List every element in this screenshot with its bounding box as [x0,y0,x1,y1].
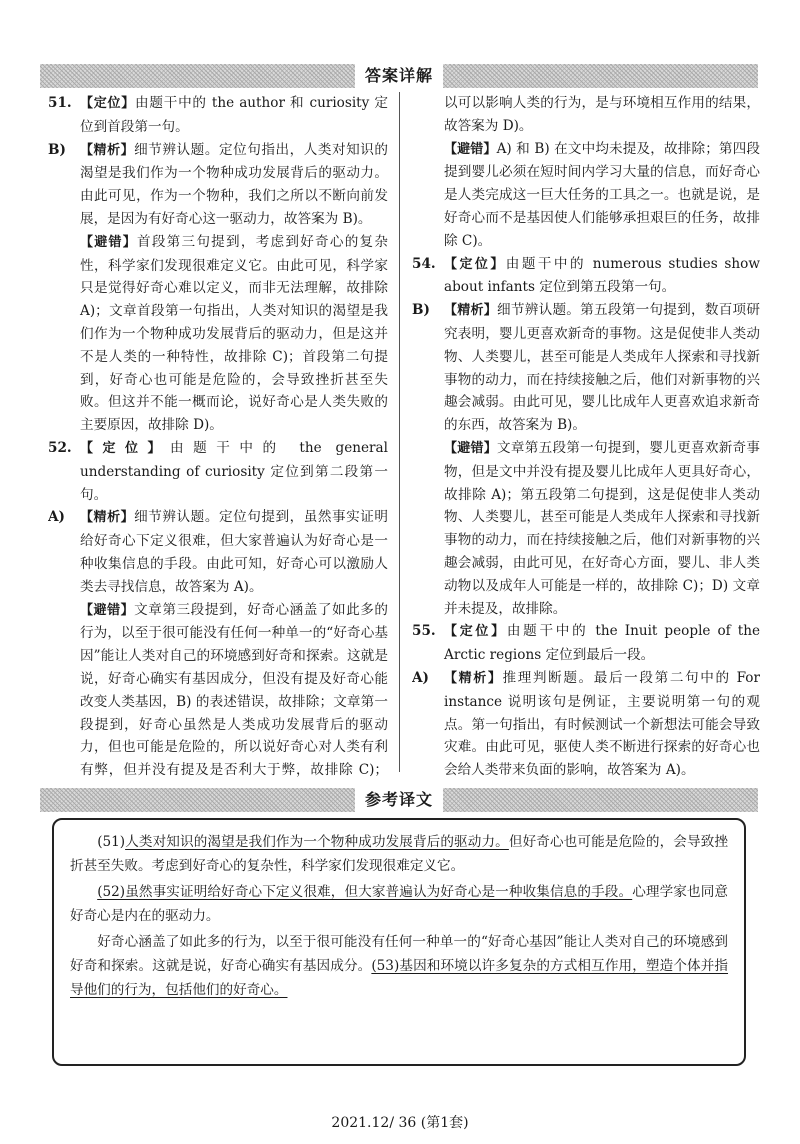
q55-analysis [412,667,760,782]
locate-text: 由题干中的 numerous studies show about infants 定位到第五段第一句。 [444,255,760,296]
q54-locate [412,253,760,300]
locate-text: 由题干中的 the Inuit people of the Arctic regions 定位到最后一段。 [444,623,760,664]
analysis-text: 细节辨认题。定位句提到，虽然事实证明给好奇心下定义很难，但大家普遍认为好奇心是一种收集信息的手段。由此可知，好奇心可以激励人类去寻找信息，故答案为 A)。 [80,509,388,595]
answer-letter: A) [48,509,65,526]
avoid-error-text: 文章第五段第一句提到，婴儿更喜欢新奇事物，但是文中并没有提及婴儿比成年人更具好奇心，故排除 A)；第五段第二句提到，这是促使非人类动物、人类婴儿，甚至可能是人类成年人探索和寻找新事物的动力，而在持续接触之后，他们对新事物的兴趣会减弱，由此可见，在好奇心方面，婴儿、非人类动物以及成年人可能是一样的，故排除 C)；D) 文章并未提及，故排除。 [444,439,760,617]
question-number: 54. [412,255,436,272]
analysis-text: 推理判断题。最后一段第二句中的 For instance 说明该句是例证，主要说明第一句的观点。第一句指出，有时候测试一个新想法可能会导致灾难。由此可见，驱使人类不断进行探索的好奇心也会给人类带来负面的影响，故答案为 A)。 [444,669,760,779]
plain-text: 但好奇心也可能是危险的，会导致挫折甚至失败。考虑到好奇心的复杂性，科学家们发现很难定义它。 [70,834,729,874]
locate-tag: 【定位】 [80,440,171,456]
q51-locate [48,92,388,139]
analysis-tag: 【精析】 [444,670,503,686]
analysis-text: 细节辨认题。定位句指出，人类对知识的渴望是我们作为一个物种成功发展背后的驱动力。由此可见，作为一个物种，我们之所以不断向前发展，是因为有好奇心这一驱动力，故答案为 B)。 [80,141,388,227]
column-divider [399,92,400,772]
locate-text: 由题干中的 the general understanding of curiosity 定位到第二段第一句。 [80,439,388,503]
question-number: 51. [48,95,72,111]
q54-avoid-error [412,437,760,620]
avoid-error-tag: 【避错】 [80,234,137,250]
page-footer: 2021.12/ 36 (第1套) [331,1115,469,1131]
translation-paragraph-2 [70,880,728,928]
section-banner-translation [40,788,758,812]
analysis-tag: 【精析】 [444,303,498,319]
answers-right-column [412,92,760,782]
locate-tag: 【定位】 [444,256,506,272]
translation-paragraph-3 [70,930,728,1002]
q52-analysis [48,506,388,598]
section-title-translation: 参考译文 [355,788,443,812]
translation-box [52,818,746,1066]
avoid-error-text: 首段第三句提到，考虑到好奇心的复杂性，科学家们发现很难定义它。由此可见，科学家只是觉得好奇心难以定义，而非无法理解，故排除 A)；文章首段第一句指出，人类对知识的渴望是我们作为一个物种成功发展背后的驱动力，但是这并不是人类的一种特性，故排除 C)；首段第二句提到，好奇心也可能是危险的，会导致挫折甚至失败。但这并不能一概而论，说好奇心是人类失败的主要原因，故排除 D)。 [80,233,388,434]
plain-text: 好奇心涵盖了如此多的行为，以至于很可能没有任何一种单一的“好奇心基因”能让人类对自己的环境感到好奇和探索。这就是说，好奇心确实有基因成分。 [70,934,728,974]
q53-analysis-continued [412,92,760,138]
avoid-error-tag: 【避错】 [444,440,498,456]
q52-avoid-error [48,599,388,782]
analysis-tag: 【精析】 [80,142,135,158]
section-title-answers: 答案详解 [355,64,443,88]
q54-analysis [412,299,760,437]
avoid-error-tag: 【避错】 [80,602,135,618]
locate-tag: 【定位】 [80,96,136,111]
avoid-error-text: A) 和 B) 在文中均未提及，故排除；第四段提到婴儿必须在短时间内学习大量的信息，而好奇心是人类完成这一巨大任务的工具之一。也就是说，是好奇心而不是基因使人们能够承担艰巨的任务，故排除 C)。 [444,140,760,249]
question-number: 52. [48,439,72,456]
locate-tag: 【定位】 [444,624,507,640]
avoid-error-text: 文章第三段提到，好奇心涵盖了如此多的行为，以至于很可能没有任何一种单一的“好奇心基因”能让人类对自己的环境感到好奇和探索。这就是说，好奇心确实有基因成分，但没有提及好奇心能改变人类基因，B) 的表述错误，故排除；文章第一段提到，好奇心虽然是人类成功发展背后的驱动力，但也可能是危险的，所以说好奇心对人类有利有弊，但并没有提及是否利大于弊，故排除 C)； [80,601,388,779]
section-banner-answers [40,64,758,88]
q55-locate [412,620,760,667]
q53-avoid-error [412,138,760,253]
question-number: 55. [412,623,436,640]
analysis-text: 以可以影响人类的行为，是与环境相互作用的结果，故答案为 D)。 [444,95,760,134]
sentence-marker: (51) [97,834,126,850]
plain-text: 心理学家也同意好奇心是内在的驱动力。 [70,884,728,924]
analysis-tag: 【精析】 [80,510,135,526]
underlined-sentence: 人类对知识的渴望是我们作为一个物种成功发展背后的驱动力。 [125,834,509,850]
q52-locate [48,437,388,506]
answers-left-column [48,92,388,782]
underlined-sentence: (53)基因和环境以许多复杂的方式相互作用，塑造个体并指导他们的行为，包括他们的好奇心。 [70,958,729,998]
translation-paragraph-1 [70,830,728,878]
answer-letter: B) [412,302,430,319]
q51-analysis [48,139,388,231]
locate-text: 由题干中的 the author 和 curiosity 定位到首段第一句。 [80,95,388,135]
analysis-text: 细节辨认题。第五段第一句提到，数百项研究表明，婴儿更喜欢新奇的事物。这是促使非人类动物、人类婴儿，甚至可能是人类成年人探索和寻找新事物的动力，而在持续接触之后，他们对新事物的兴趣会减弱。由此可见，婴儿比成年人更喜欢追求新奇的东西，故答案为 B)。 [444,302,760,434]
answer-letter: B) [48,141,66,158]
answer-letter: A) [412,669,429,686]
underlined-sentence: (52)虽然事实证明给好奇心下定义很难，但大家普遍认为好奇心是一种收集信息的手段。 [97,884,633,900]
q51-avoid-error [48,231,388,437]
avoid-error-tag: 【避错】 [444,141,497,157]
